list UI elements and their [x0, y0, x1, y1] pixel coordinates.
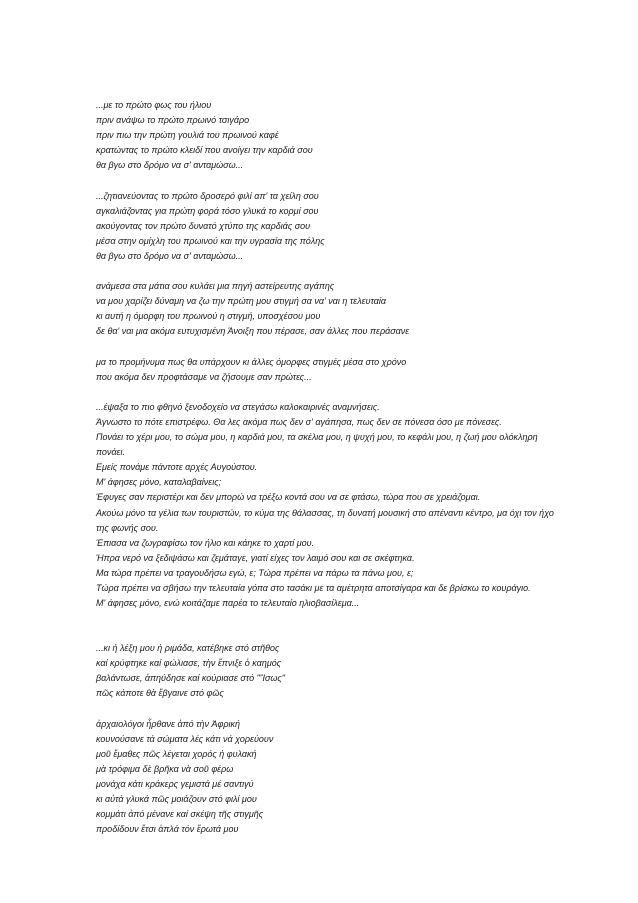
prose-line: Μ' άφησες μόνο, ενώ κοιτάζαμε παρέα το τελευταίο ηλιοβασίλεμα...: [96, 598, 360, 609]
prose-line: Τώρα πρέπει να σβήσω την τελευταία γόπα στο τασάκι με τα αμέτρητα αποτσίγαρα και δε βρίσκω το κουράγιο.: [96, 583, 531, 593]
poem-line: μοῦ ἔμαθες πῶς λέγεται χορός ἡ φυλακή: [96, 748, 257, 759]
stanza-4: [96, 355, 566, 385]
prose-line: ...έψαξα το πιο φθηνό ξενοδοχείο να στεγάσω καλοκαιρινές αναμνήσεις.: [96, 401, 380, 412]
prose-line: Έπιασα να ζωγραφίσω τον ήλιο και κάηκε το χαρτί μου.: [96, 537, 315, 548]
prose-line: Ακούω μόνο τα γέλια των τουριστών, το κύμα της θάλασσας, τη δυνατή μουσική στο απέναντι κέντρο, μα όχι τον ήχο της φωνής σου.: [96, 507, 554, 533]
poem-line: κι αυτή η όμορφη του πρωινού η στιγμή, υποσχέσου μου: [96, 311, 321, 322]
poem-line: ακούγοντας τον πρώτο δυνατό χτύπο της καρδιάς σου: [96, 220, 311, 231]
prose-line: Εμείς πονάμε πάντοτε αρχές Αυγούστου.: [96, 462, 258, 473]
poem-line: θα βγω στο δρόμο να σ' ανταμώσω...: [96, 160, 244, 171]
poem-line: προδίδουν ἔτσι ἁπλά τόν ἔρωτά μου: [96, 824, 239, 835]
stanza-5: [96, 400, 566, 611]
poem-line: ανάμεσα στα μάτια σου κυλάει μια πηγή αστείρευτης αγάπης: [96, 281, 335, 292]
poem-line: πριν ανάψω το πρώτο πρωινό τσιγάρο: [96, 115, 250, 126]
poem-text: [96, 98, 566, 853]
prose-line: Μα τώρα πρέπει να τραγουδήσω εγώ, ε; Τώρα πρέπει να πάρω τα πάνω μου, ε;: [96, 567, 414, 578]
poem-line: πῶς κάποτε θὰ ἔβγαινε στό φῶς: [96, 688, 224, 699]
prose-line: Έφυγες σαν περιστέρι και δεν μπορώ να τρέξω κοντά σου να σε φτάσω, τώρα που σε χρειάζομαι.: [96, 492, 481, 503]
poem-line: βαλάντωσε, ἀπηύδησε καί κούριασε στό "Ἴσως": [96, 673, 286, 684]
poem-line: μονάχα κάτι κράκερς γεμιστά μέ σαντιγύ: [96, 779, 254, 790]
poem-line: κομμάτι ἀπό μένανε καί σκέψη τῆς στιγμῆς: [96, 809, 264, 820]
poem-line: καί κρύφτηκε καί φώλιασε, τὴν ἔπνιξε ὁ καημός: [96, 658, 282, 669]
poem-line: κουνούσανε τά σώματα λές κάτι νά χορεύουν: [96, 733, 274, 744]
stanza-3: [96, 279, 566, 339]
poem-line: ...με το πρώτο φως του ήλιου: [96, 100, 212, 110]
poem-line: κρατώντας το πρώτο κλειδί που ανοίγει την καρδιά σου: [96, 145, 313, 156]
prose-line: Πονάει το χέρι μου, το σώμα μου, η καρδιά μου, τα σκέλια μου, η ψυχή μου, το κεφάλι μου, η ζωή μου ολόκληρη πονάει.: [96, 432, 538, 458]
poem-line: ...ζητιανεύοντας το πρώτο δροσερό φιλί απ' τα χείλη σου: [96, 190, 319, 201]
poem-line: μὰ τρόφιμα δὲ βρῆκα νὰ σοῦ φέρω: [96, 763, 234, 774]
prose-line: Ήπρα νερό να ξεδιψάσω και ζεμάταγε, γιατί είχες τον λαιμό σου και σε σκέφτηκα.: [96, 552, 415, 563]
stanza-1: [96, 98, 566, 173]
stanza-6: [96, 641, 566, 701]
poem-line: κι αὐτά γλυκά πῶς μοιάζουν στό φιλί μου: [96, 794, 257, 805]
poem-line: ...κι ἡ λέξη μου ἡ ριμάδα, κατέβηκε στό στῆθος: [96, 643, 280, 654]
poem-line: ἀρχαιολόγοι ἦρθανε ἀπό τὴν Ἀφρική: [96, 718, 241, 729]
poem-line: δε θα' ναι μια ακόμα ευτυχισμένη Άνοιξη που πέρασε, σαν άλλες που περάσανε: [96, 326, 410, 337]
poem-line: μα το προμήνυμα πως θα υπάρχουν κι άλλες όμορφες στιγμές μέσα στο χρόνο: [96, 356, 407, 367]
poem-line: να μου χαρίζει δύναμη να ζω την πρώτη μου στιγμή σα να' ναι η τελευταία: [96, 296, 387, 307]
poem-line: που ακόμα δεν προφτάσαμε να ζήσουμε σαν πρώτες...: [96, 371, 312, 382]
prose-line: Άγνωστο το πότε επιστρέφω. Θα λες ακόμα πως δεν σ' αγάπησα, πως δεν σε πόνεσα όσο με πόνεσες.: [96, 416, 502, 427]
poem-line: μέσα στην ομίχλη του πρωινού και την υγρασία της πόλης: [96, 235, 325, 246]
poem-line: αγκαλιάζοντας για πρώτη φορά τόσο γλυκά το κορμί σου: [96, 205, 319, 216]
poem-line: πριν πιω την πρώτη γουλιά του πρωινού καφέ: [96, 130, 279, 141]
prose-line: Μ' άφησες μόνο, καταλαβαίνεις;: [96, 477, 222, 488]
stanza-7: [96, 717, 566, 838]
poem-line: θα βγω στο δρόμο να σ' ανταμώσω...: [96, 250, 244, 261]
stanza-2: [96, 189, 566, 264]
